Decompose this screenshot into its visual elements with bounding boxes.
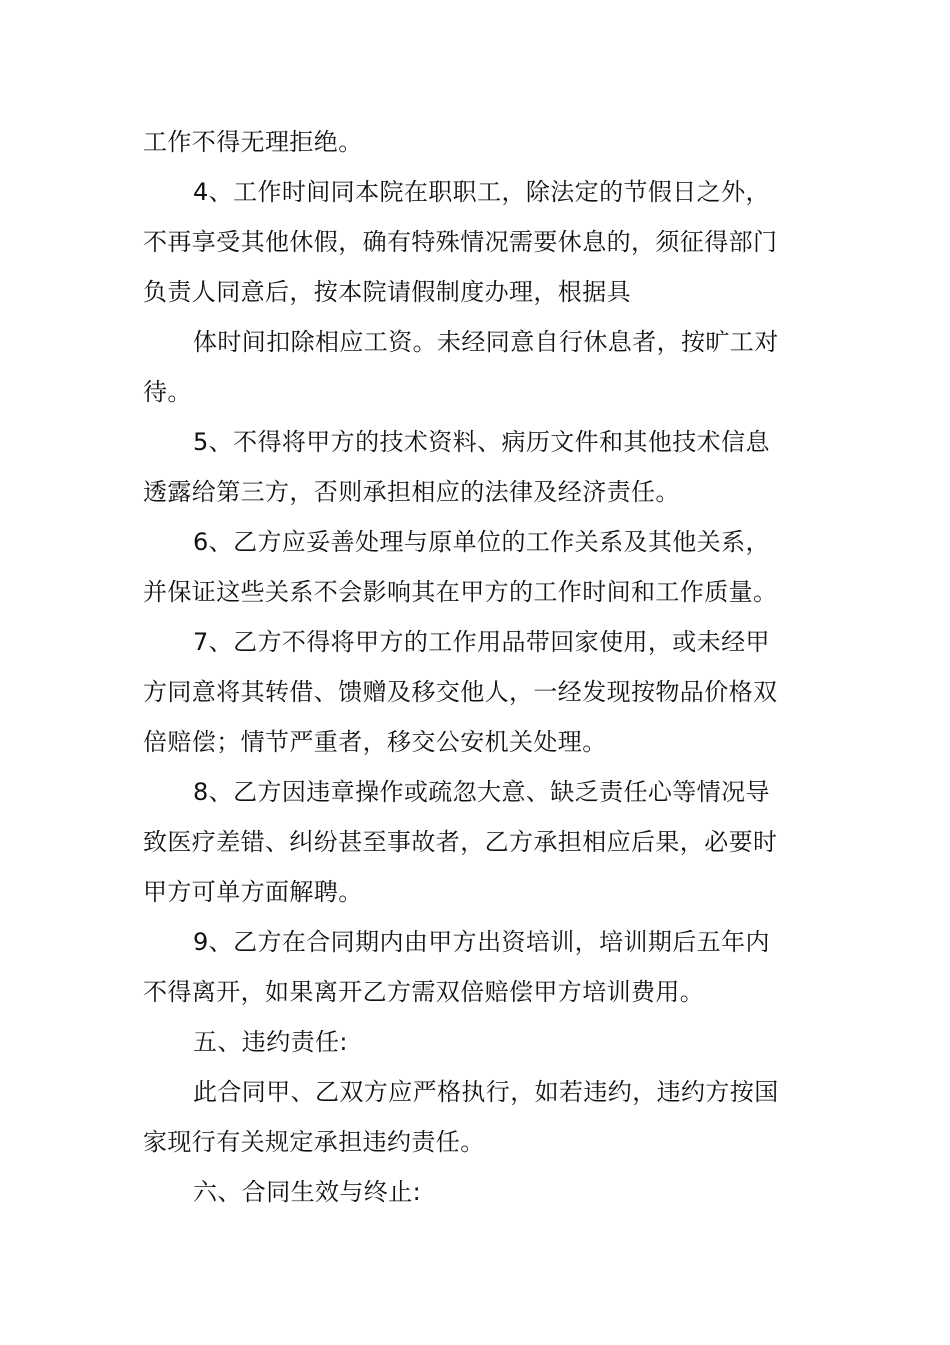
text-line: 不得离开，如果离开乙方需双倍赔偿甲方培训费用。 xyxy=(143,978,705,1006)
text-line: 负责人同意后，按本院请假制度办理，根据具 xyxy=(143,278,631,306)
text-line: 透露给第三方，否则承担相应的法律及经济责任。 xyxy=(143,478,680,506)
text-line: 5、不得将甲方的技术资料、病历文件和其他技术信息 xyxy=(193,428,770,456)
text-line: 不再享受其他休假，确有特殊情况需要休息的，须征得部门 xyxy=(143,228,778,256)
text-line: 6、乙方应妥善处理与原单位的工作关系及其他关系， xyxy=(193,528,770,556)
text-line: 7、乙方不得将甲方的工作用品带回家使用，或未经甲 xyxy=(193,628,770,656)
text-line: 工作不得无理拒绝。 xyxy=(143,128,363,156)
text-line: 此合同甲、乙双方应严格执行，如若违约，违约方按国 xyxy=(193,1078,779,1106)
section-heading: 六、合同生效与终止: xyxy=(193,1178,422,1206)
text-line: 并保证这些关系不会影响其在甲方的工作时间和工作质量。 xyxy=(143,578,778,606)
text-line: 待。 xyxy=(143,378,192,406)
text-line: 倍赔偿；情节严重者，移交公安机关处理。 xyxy=(143,728,607,756)
text-line: 9、乙方在合同期内由甲方出资培训，培训期后五年内 xyxy=(193,928,770,956)
text-line: 8、乙方因违章操作或疏忽大意、缺乏责任心等情况导 xyxy=(193,778,770,806)
text-line: 致医疗差错、纠纷甚至事故者，乙方承担相应后果，必要时 xyxy=(143,828,778,856)
text-line: 家现行有关规定承担违约责任。 xyxy=(143,1128,485,1156)
text-line: 4、工作时间同本院在职职工，除法定的节假日之外， xyxy=(193,178,770,206)
text-line: 甲方可单方面解聘。 xyxy=(143,878,363,906)
section-heading: 五、违约责任: xyxy=(193,1028,348,1056)
text-line: 方同意将其转借、馈赠及移交他人，一经发现按物品价格双 xyxy=(143,678,778,706)
text-line: 体时间扣除相应工资。未经同意自行休息者，按旷工对 xyxy=(193,328,779,356)
